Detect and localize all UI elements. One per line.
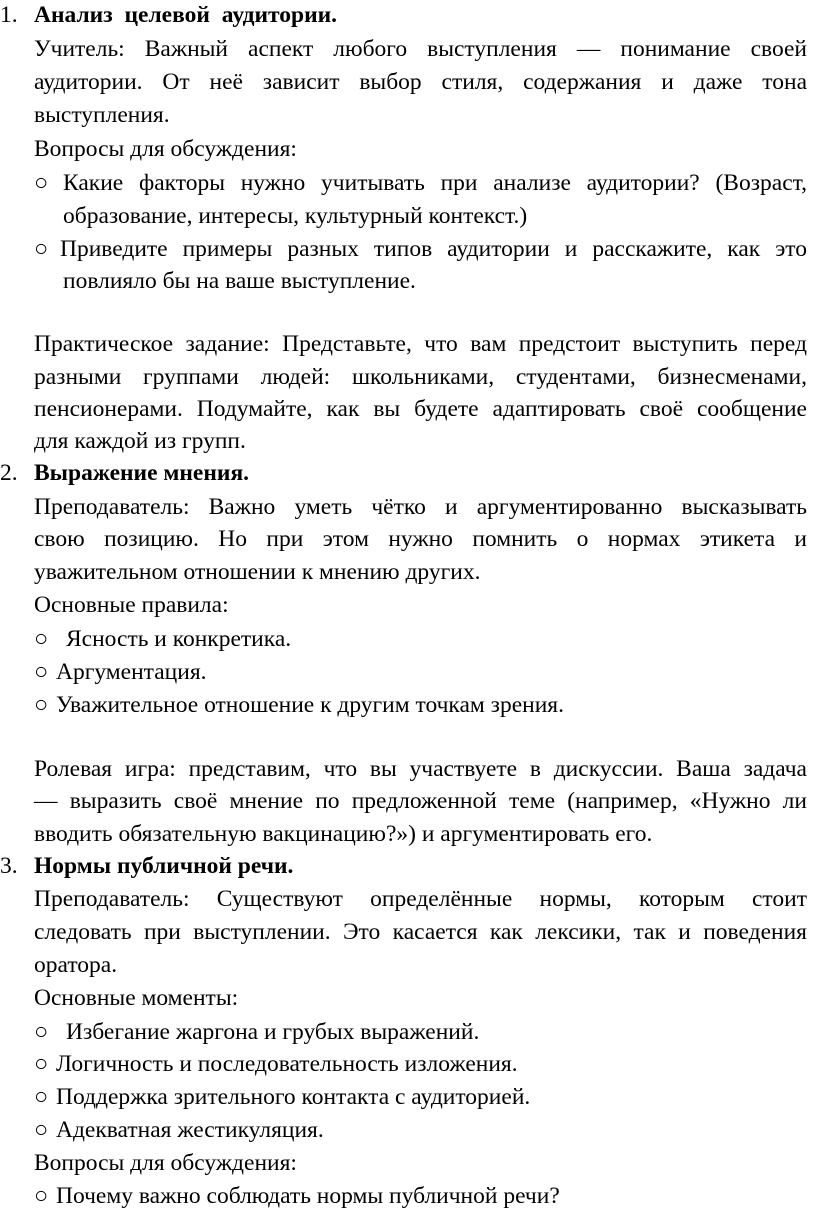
task-line: Ролевая игра: представим, что вы участвуете в дискуссии. Ваша задача <box>34 756 807 782</box>
section-title: Анализ целевой аудитории. <box>34 2 338 28</box>
bullet-icon: ○ <box>34 236 49 262</box>
bullet-icon: ○ <box>34 659 49 685</box>
bullet-icon: ○ <box>34 170 49 196</box>
task-line: Практическое задание: Представьте, что вам предстоит выступить перед <box>34 331 807 357</box>
section-number: 1. <box>0 2 18 28</box>
task-line: пенсионерами. Подумайте, как вы будете адаптировать своё сообщение <box>34 396 807 422</box>
paragraph-line: следовать при выступлении. Это касается как лексики, так и поведения <box>34 919 807 945</box>
paragraph-line: уважительном отношении к мнению других. <box>34 559 481 585</box>
bullet-item: Адекватная жестикуляция. <box>56 1117 324 1143</box>
paragraph-line: Преподаватель: Важно уметь чётко и аргументированно высказывать <box>34 494 807 520</box>
bullet-item: Ясность и конкретика. <box>66 626 292 652</box>
bullet-item-continued: повлияло бы на ваше выступление. <box>63 268 416 294</box>
bullet-item: Аргументация. <box>56 659 207 685</box>
paragraph-line: свою позицию. Но при этом нужно помнить о нормах этикета и <box>34 526 807 552</box>
list-heading: Основные моменты: <box>34 985 239 1011</box>
bullet-icon: ○ <box>34 626 49 652</box>
bullet-item: Почему важно соблюдать нормы публичной речи? <box>56 1183 560 1209</box>
paragraph-line: Преподаватель: Существуют определённые нормы, которым стоит <box>34 886 807 912</box>
bullet-icon: ○ <box>34 1183 49 1209</box>
bullet-item: Избегание жаргона и грубых выражений. <box>66 1019 480 1045</box>
bullet-item: Приведите примеры разных типов аудитории и расскажите, как это <box>60 236 807 262</box>
bullet-item: Логичность и последовательность изложения. <box>56 1051 518 1077</box>
bullet-item: Какие факторы нужно учитывать при анализе аудитории? (Возраст, <box>63 170 807 196</box>
section-title: Нормы публичной речи. <box>34 853 294 879</box>
task-line: вводить обязательную вакцинацию?») и аргументировать его. <box>34 821 653 847</box>
list-heading: Вопросы для обсуждения: <box>34 136 297 162</box>
list-heading: Вопросы для обсуждения: <box>34 1150 297 1176</box>
task-line: — выразить своё мнение по предложенной теме (например, «Нужно ли <box>34 788 807 814</box>
task-line: разными группами людей: школьниками, студентами, бизнесменами, <box>34 364 807 390</box>
bullet-item: Уважительное отношение к другим точкам зрения. <box>56 692 564 718</box>
section-title: Выражение мнения. <box>34 460 250 486</box>
paragraph-line: Учитель: Важный аспект любого выступления — понимание своей <box>34 36 807 62</box>
list-heading: Основные правила: <box>34 592 229 618</box>
bullet-icon: ○ <box>34 1084 49 1110</box>
bullet-item: Поддержка зрительного контакта с аудиторией. <box>56 1084 531 1110</box>
section-number: 2. <box>0 460 18 486</box>
bullet-icon: ○ <box>34 1019 49 1045</box>
section-number: 3. <box>0 853 18 879</box>
paragraph-line: оратора. <box>34 952 118 978</box>
bullet-icon: ○ <box>34 692 49 718</box>
paragraph-line: выступления. <box>34 102 170 128</box>
task-line: для каждой из групп. <box>34 428 246 454</box>
bullet-item-continued: образование, интересы, культурный контекст.) <box>63 203 528 229</box>
paragraph-line: аудитории. От неё зависит выбор стиля, содержания и даже тона <box>34 69 807 95</box>
bullet-icon: ○ <box>34 1117 49 1143</box>
bullet-icon: ○ <box>34 1051 49 1077</box>
